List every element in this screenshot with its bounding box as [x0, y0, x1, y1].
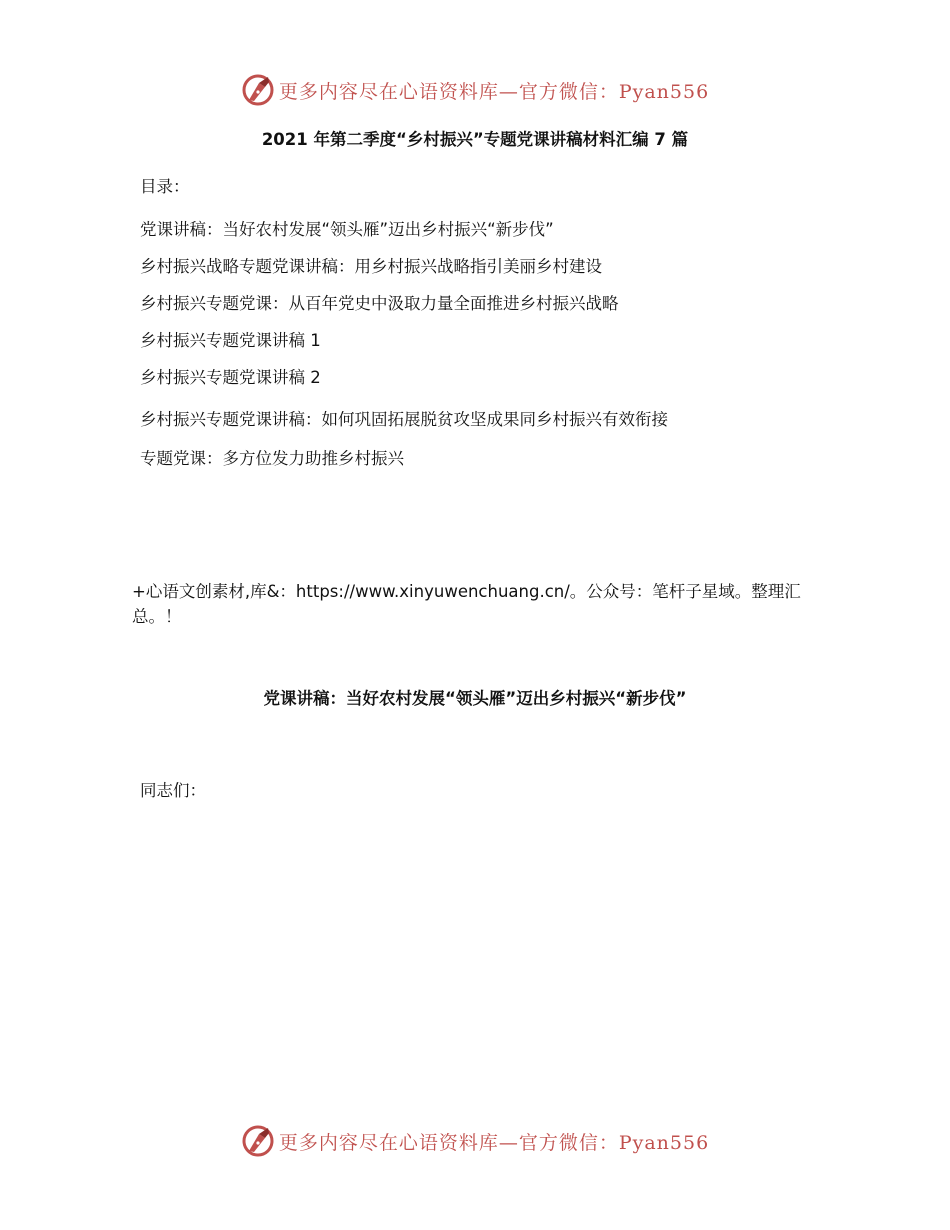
- toc-item: 专题党课：多方位发力助推乡村振兴: [140, 449, 404, 468]
- pen-nib-logo-icon: [241, 73, 275, 107]
- header-banner: [0, 70, 950, 110]
- greeting: 同志们：: [140, 781, 206, 800]
- toc-item: 乡村振兴专题党课：从百年党史中汲取力量全面推进乡村振兴战略: [140, 294, 619, 313]
- section-title: 党课讲稿：当好农村发展“领头雁”迈出乡村振兴“新步伐”: [263, 689, 687, 708]
- toc-heading: 目录：: [140, 177, 190, 196]
- header-banner-text: 更多内容尽在心语资料库—官方微信：Pyan556: [278, 80, 710, 103]
- toc-item: 乡村振兴专题党课讲稿：如何巩固拓展脱贫攻坚成果同乡村振兴有效衔接: [140, 410, 668, 429]
- footer-banner-text: 更多内容尽在心语资料库—官方微信：Pyan556: [278, 1131, 710, 1154]
- toc-item: 乡村振兴专题党课讲稿 2: [140, 368, 321, 387]
- toc-item: 乡村振兴战略专题党课讲稿：用乡村振兴战略指引美丽乡村建设: [140, 257, 602, 276]
- promo-text: +心语文创素材,库&：https://www.xinyuwenchuang.cn/。公众号：笔杆子星域。整理汇总。！: [132, 582, 801, 626]
- pen-nib-logo-icon: [241, 1124, 275, 1158]
- document-title: 2021 年第二季度“乡村振兴”专题党课讲稿材料汇编 7 篇: [261, 130, 689, 149]
- footer-banner: [0, 1121, 950, 1161]
- toc-item: 乡村振兴专题党课讲稿 1: [140, 331, 321, 350]
- toc-item: 党课讲稿：当好农村发展“领头雁”迈出乡村振兴“新步伐”: [140, 220, 554, 239]
